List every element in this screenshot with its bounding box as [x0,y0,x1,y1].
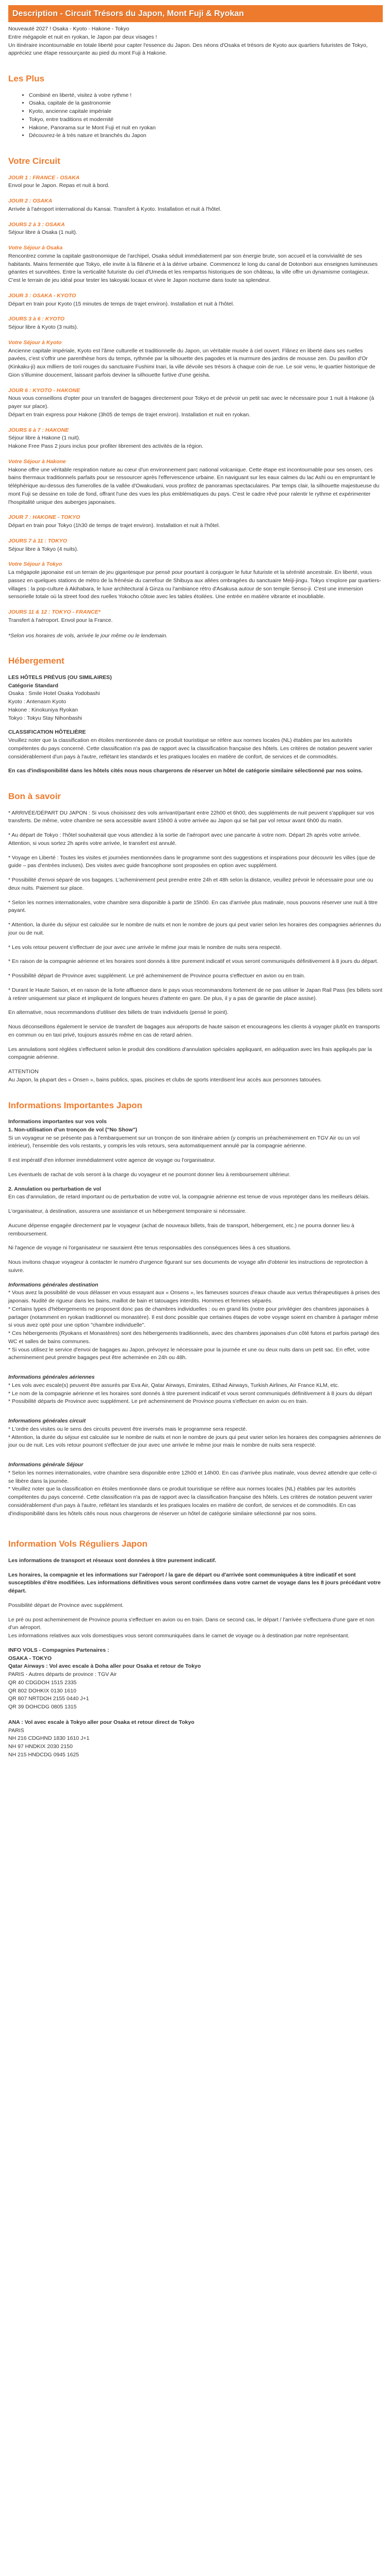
bon-paragraph: * Au départ de Tokyo : l'hôtel souhaiterait que vous attendiez à la sortie de l'aéroport avec une pancarte à votre nom. Départ 2h après votre arrivée. Attention, si vous sortez 2h après votre arrivée, le transfert est annulé. [8,832,361,846]
list-item: • Hakone, Panorama sur le Mont Fuji et nuit en ryokan [29,124,383,132]
page [0,5,391,1776]
day-text [8,625,383,632]
day-text: Transfert à l'aéroport. Envol pour la France. [8,617,113,623]
spacer [8,1450,383,1455]
day-block [8,197,383,214]
day-title: Votre Séjour à Hakone [8,458,66,465]
info-paragraph: 2. Annulation ou perturbation de vol [8,1185,101,1192]
bon-paragraph: Au Japon, la plupart des « Onsen », bains publics, spas, piscines et clubs de sports interdisent leur accès aux personnes tatouées. [8,1076,322,1083]
circuit-heading: Votre Circuit [8,156,60,166]
day-text: Arrivée à l'aéroport international du Kansai. Transfert à Kyoto. Installation et nuit à l'hôtel. [8,206,222,212]
vols-bold: Les horaires, la compagnie et les informations sur l'aéroport / la gare de départ ou d'arrivée sont communiquées à titre indicatif et sont susceptibles d'être modifiées. Les informations définitives vous seront confirmées dans votre carnet de voyage dans les 8 jours précédant votre départ. [8,1571,381,1594]
classification-title: CLASSIFICATION HÔTELIÈRE [8,729,86,736]
day-text: Départ en train pour Tokyo (1h30 de temps de trajet environ). Installation et nuit à l'hôtel. [8,522,220,529]
spacer [8,1406,383,1411]
info-sub-line: * Vous avez la possibilité de vous délasser en vous essayant aux « Onsens », les fameuses sources d'eaux chaude aux vertus thérapeutiques à prises des japonais. Nudité de rigueur dans les bains, maillot de bain et tatouages interdits. Hommes et femmes séparés. [8,1290,380,1304]
info-paragraph: L'organisateur, à destination, assurera une assistance et un hébergement temporaire si nécessaire. [8,1208,247,1214]
day-block [8,339,383,380]
day-text: Séjour libre à Osaka (1 nuit). [8,229,77,236]
info-paragraph: Ni l'agence de voyage ni l'organisateur ne sauraient être tenus responsables des conséquences liées à ces situations. [8,1245,291,1251]
intro-line: Un itinéraire incontournable en totale liberté pour capter l'essence du Japon. Des néons d'Osaka et trésors de Kyoto aux quartiers futuristes de Tokyo, appréciez une étape ressourçante au pied du mont Fuji à Hakone. [8,42,368,57]
hotel-line: Tokyo : Tokyu Stay Nihonbashi [8,715,82,721]
spacer [8,1362,383,1367]
list-item: • Kyoto, ancienne capitale impériale [29,108,383,116]
vols-paragraph: Le pré ou post acheminement de Province pourra s'effectuer en avion ou en train. Dans ce second cas, le départ / l'arrivée s'effectuera d'une gare et non d'un aéroport. [8,1616,374,1631]
day-text: Rencontrez comme la capitale gastronomique de l'archipel, Osaka séduit immédiatement par son énergie brute, son accueil et la convivialité de ses habitants. Mains fermentée que Tokyo, elle invite à la flânerie et à la dérive urbaine. Commencez le long du canal de Dotonbori aux enseignes lumineuses géantes et survoltées. Entre la verticalité futuriste du ciel d'Umeda et les rempartss historiques de son château, la ville offre un dynamisme contagieux. C'est le terrain de jeu idéal pour tester les takoyaki locaux et vivre le Japon nocturne dans toute sa splendeur. [8,252,378,283]
day-text: *Selon vos horaires de vols, arrivée le jour même ou le lendemain. [8,632,168,639]
day-title: JOURS 11 & 12 : TOKYO - FRANCE* [8,609,101,615]
day-title: JOURS 3 à 6 : KYOTO [8,316,64,323]
info-paragraph: Informations importantes sur vos vols [8,1118,107,1125]
bon-paragraph: * Possibilité départ de Province avec supplément. Le pré acheminement de Province pourra s'effectuer en avion ou en train. [8,973,305,979]
day-text: Départ en train pour Kyoto (15 minutes de temps de trajet environ). Installation et nuit à l'hôtel. [8,300,234,307]
flight-line: QR 40 CDGDOH 1515 2335 [8,1679,77,1686]
list-item: • Combiné en liberté, visitez à votre rythme ! [29,92,383,100]
hebergement-heading: Hébergement [8,656,64,666]
hotel-line: Hakone : Kinokuniya Ryokan [8,706,78,713]
day-block [8,387,383,419]
day-title: JOUR 7 : HAKONE - TOKYO [8,514,80,521]
flight-line: INFO VOLS - Compagnies Partenaires : [8,1647,109,1653]
day-block [8,244,383,285]
info-paragraph: Les éventuels de rachat de vols seront à la charge du voyageur et ne pourront donner lieu à remboursement ultérieur. [8,1171,290,1178]
day-text: Hakone Free Pass 2 jours inclus pour profiter librement des activités de la région. [8,443,204,449]
vols-paras [8,1602,383,1647]
info-sub-line: * Les vols avec escale(s) peuvent être assurés par Eva Air, Qatar Airways, Emirates, Etihad Airways, Turkish Airlines, Air France KLM, etc. [8,1382,339,1388]
intro-line: Entre mégapole et nuit en ryokan, le Japon par deux visages ! [8,33,157,40]
spacer [8,1640,383,1647]
bon-paragraph: Les annulations sont réglées s'effectuent selon le produit des conditions d'annulation spéciales appliquant, en adéquation avec les frais appliqués par la compagnie aérienne. [8,1046,372,1061]
bon-paragraph: * ARRIVÉE/DÉPART DU JAPON : Si vous choisissez des vols arrivant/partant entre 22h00 et 6h00, des suppléments de nuit peuvent s'appliquer sur vos transferts. De même, votre chambre ne sera accessible avant 15h00 à votre arrivée au Japon qui se fait par vol retour avant 6h00 du matin. [8,809,374,824]
list-item: • Découvrez-le à très nature et branchés du Japon [29,132,383,140]
info-subheading: Informations générale Séjour [8,1462,84,1468]
day-block [8,514,383,530]
day-title: JOUR 3 : OSAKA - KYOTO [8,292,76,299]
day-text: Ancienne capitale impériale, Kyoto est l'âme culturelle et traditionnelle du Japon, un véritable musée à ciel ouvert. Flânez en liberté dans ses ruelles pavées, c'est s'offrir une parenthèse hors du temps, rythmée par la silhouette des pagodes et la murmure des jardins de mousse zen. Du pavillon d'Or (Kinkaku-ji) aux milliers de torii rouges du sanctuaire Fushimi Inari, la ville dévoile ses trésors à chaque coin de rue. Le soir venu, le quartier historique de Gion s'illumine doucement, laissant parfois deviner la silhouette furtive d'une geisha. [8,347,376,378]
info-sub-line: * L'ordre des visites ou le sens des circuits peuvent être inversés mais le programme sera respecté. [8,1426,248,1432]
day-block [8,221,383,238]
intro [8,25,383,58]
plus-heading: Les Plus [8,74,44,83]
flight-line: NH 97 HNDKIX 2030 2150 [8,1743,73,1750]
info-paragraph: Aucune dépense engagée directement par le voyageur (achat de nouveaux billets, frais de transport, hébergement, etc.) ne pourra donner lieu à remboursement. [8,1222,354,1237]
info-heading: Informations Importantes Japon [8,1100,142,1110]
vols-paragraph: Possibilité départ de Province avec supplément. [8,1602,124,1608]
bon-paragraph: * En raison de la compagnie aérienne et les horaires sont donnés à titre purement indicatif et vous seront communiqués définitivement à 8 jours du départ. [8,958,379,965]
day-block [8,174,383,191]
day-text: Séjour libre à Hakone (1 nuit). [8,435,80,442]
day-block [8,427,383,451]
flight-line: NH 215 HNDCDG 0945 1625 [8,1751,79,1758]
vols-heading: Information Vols Réguliers Japon [8,1539,148,1549]
day-text: Hakone offre une véritable respiration nature au cœur d'un environnement parc national volcanique. Cette étape est incontournable pour ses onsen, ces bains thermaux traditionnels parfaits pour se ressourcer après l'effervescence urbaine. En naviguant sur les eaux calmes du lac Ashi ou en empruntant le téléphérique au-dessus des fumerolles de la vallée d'Owakudani, vous profitez de panoramas spectaculaires. Par temps clair, la silhouette majestueuse du mont Fuji se dessine en toile de fond, offrant l'une des vues les plus emblématiques du pays. C'est le cadre rêvé pour ralentir le rythme et expérimenter l'hospitalité unique des auberges japonaises. [8,466,380,505]
intro-line: Nouveauté 2027 ! Osaka - Kyoto - Hakone - Tokyo [8,26,129,32]
hotel-line: LES HÔTELS PRÉVUS (OU SIMILAIRES) [8,674,112,681]
info-paragraph: En cas d'annulation, de retard important ou de perturbation de votre vol, la compagnie aérienne est tenue de vous reprotéger dans les meilleurs délais. [8,1194,370,1200]
info-content [8,1118,383,1523]
list-item: • Tokyo, entre traditions et modernité [29,116,383,124]
day-block [8,537,383,554]
day-title: JOUR 1 : FRANCE - OSAKA [8,174,80,181]
day-text: Séjour libre à Kyoto (3 nuits). [8,324,78,330]
bon-paragraph: * Possibilité d'envoi séparé de vos bagages. L'acheminement peut prendre entre 24h et 48h selon la distance, veuillez prévoir le nécessaire pour une ou deux nuits. Paiement sur place. [8,877,373,891]
info-subheading: Informations générales aériennes [8,1374,95,1380]
info-paragraph: Si un voyageur ne se présente pas à l'embarquement sur un tronçon de son itinéraire aérien (y compris un préacheminement en TGV Air ou un vol intérieur), l'ensemble des vols restants, y compris les vols retours, sera automatiquement annulé par la compagnie aérienne. [8,1134,360,1149]
classification-text: Veuillez noter que la classification en étoiles mentionnée dans ce produit touristique se réfère aux normes locales (NL) établies par les autorités compétentes du pays concerné. Cette classification n'a pas de rapport avec la classification française des hôtels. Les critères de notation peuvent varier considérablement d'un pays à l'autre, reflétant les standards et les pratiques locales en matière de confort, de services et de commodités. [8,737,372,760]
day-title: JOURS 6 à 7 : HAKONE [8,427,69,433]
day-title: JOURS 7 à 11 : TOKYO [8,537,67,544]
hotel-line: Kyoto : Antenasm Kyoto [8,699,67,705]
flight-line: QR 802 DOHKIX 0130 1610 [8,1687,76,1694]
info-sub-line: * Le nom de la compagnie aérienne et les horaires sont donnés à titre purement indicatif et vous seront communiqués définitivement à 8 jours du départ [8,1390,372,1397]
bon-paragraph: Nous déconseillons également le service de transfert de bagages aux aéroports de haute saison et encourageons les clients à voyager plutôt en transports en commun ou en taxi privé, toujours assurés même en cas de retard aérien. [8,1024,380,1038]
flight-list [8,1647,383,1759]
day-block [8,315,383,332]
bon-content [8,809,383,1084]
info-paragraph: Nous invitons chaque voyageur à contacter le numéro d'urgence figurant sur ses documents de voyage afin d'obtenir les instructions de reprotection à suivre. [8,1259,368,1274]
classification-note: En cas d'indisponibilité dans les hôtels cités nous nous chargerons de réserver un hôtel de catégorie similaire sélectionné par nos soins. [8,768,363,774]
info-sub-line: * Ces hébergements (Ryokans et Monastères) sont des hébergements traditionnels, avec des chambres japonaises d'un côté futons et parfois partagé des WC et salles de bains communes. [8,1330,380,1345]
list-item: • Osaka, capitale de la gastronomie [29,99,383,108]
day-block [8,608,383,640]
day-title: JOUR 6 : KYOTO - HAKONE [8,387,80,394]
day-title: JOURS 2 à 3 : OSAKA [8,221,65,228]
hotel-line: Catégorie Standard [8,682,58,689]
info-sub-line: * Attention, la durée du séjour est calculée sur le nombre de nuits et non le nombre de jours qui peut varier selon les horaires des compagnies aériennes de jour ou de nuit. Les vols retour pourront s'effectuer de jour avec une arrivée le même jour mais le nombre de nuits sera respecté. [8,1434,381,1449]
page-title: Description - Circuit Trésors du Japon, Mont Fuji & Ryokan [8,5,383,22]
bon-heading: Bon à savoir [8,791,61,801]
hotel-line: Osaka : Smile Hotel Osaka Yodobashi [8,690,100,697]
bon-paragraph: * Durant le Haute Saison, et en raison de la forte affluence dans le pays vous recommandons fortement de ne pas utiliser le Japan Rail Pass (les billets sont à retirer uniquement sur place et impliquent de longues heures d'attente en gare. De plus, il y a pas de garantie de place assise). [8,987,383,1002]
day-title: Votre Séjour à Osaka [8,245,63,251]
bon-paragraph: * Selon les normes internationales, votre chambre sera disponible à partir de 15h00. En cas d'arrivée plus matinale, nous pouvons réserver une nuit à titre payant. [8,899,378,914]
day-title: Votre Séjour à Tokyo [8,561,62,568]
day-title: Votre Séjour à Kyoto [8,339,62,346]
info-sub-line: * Possibilité départs de Province avec supplément. Le pré acheminement de Province pourra s'effectuer en avion ou en train. [8,1398,308,1405]
bon-paragraph: * Les vols retour peuvent s'effectuer de jour avec une arrivée le même jour mais le nombre de nuits sera respecté. [8,944,282,951]
day-text: Envol pour le Japon. Repas et nuit à bord. [8,182,110,189]
flight-line: NH 216 CDGHND 1830 1610 J+1 [8,1735,90,1742]
flight-line: PARIS - Autres départs de province : TGV Air [8,1671,117,1677]
flight-line: Qatar Airways : Vol avec escale à Doha aller pour Osaka et retour de Tokyo [8,1663,201,1670]
hotel-list [8,674,383,723]
info-sub-line: * Certains types d'hébergements ne proposent donc pas de chambres individuelles : ou en grand lits (notre pour privilégier des chambres japonaises à partager (notamment en ryokan traditionnel ou monastère). Il est donc possible que certaines étapes de votre voyage soient en chambre à partager même si vous avez opté pour une option "chambre individuelle". [8,1306,379,1329]
bon-paragraph: En alternative, nous recommandons d'utiliser des billets de train individuels (pensé le point). [8,1009,229,1016]
day-text: Départ en train express pour Hakone (3h05 de temps de trajet environ). Installation et nuit en ryokan. [8,411,251,418]
bon-paragraph: * Attention, la durée du séjour est calculée sur le nombre de nuits et non le nombre de jours qui peut varier selon les horaires des compagnies aériennes du jour ou de nuit. [8,922,381,936]
day-text: Nous vous conseillons d'opter pour un transfert de bagages directement pour Tokyo et de prévoir un petit sac avec le nécessaire pour 1 nuit à Hakone (à payer sur place). [8,395,374,410]
info-subheading: Informations générales circuit [8,1418,86,1424]
spacer [8,1518,383,1523]
bon-paragraph: ATTENTION [8,1069,39,1075]
day-block [8,561,383,601]
info-subheading: Informations générales destination [8,1281,99,1288]
flight-line [8,1711,383,1719]
info-paragraph: Il est impératif d'en informer immédiatement votre agence de voyage ou l'organisateur. [8,1157,216,1163]
day-text: La mégapole japonaise est un terrain de jeu gigantesque pur pensé pour pourtant à conjuguer le futur futuriste et la sérénité ancestrale. En liberté, vous passez en quelques stations de métro de la frénésie du carrefour de Shibuya aux allées ombragées du sanctuaire Meiji-jingu. Tokyo s'explore par quartiers-villages : la pop-culture à Akihabara, le luxe architectural à Ginza ou l'ambiance rétro d'Asakusa autour de son temple Senso-ji. C'est une immersion sensorielle totale où la street food des ruelles Yokocho côtoie avec les tables étoilées. Une entrée en matière vibrante et inoubliable. [8,569,381,600]
vols-intro: Les informations de transport et réseaux sont données à titre purement indicatif. [8,1557,217,1564]
vols-paragraph: Les informations relatives aux vols domestiques vous seront communiquées dans le carnet de voyage ou à destination par notre représentant. [8,1633,350,1639]
flight-line: PARIS [8,1727,24,1734]
day-title: JOUR 2 : OSAKA [8,198,53,204]
flight-line: QR 39 DOHCDG 0805 1315 [8,1704,77,1710]
info-sub-line: * Selon les normes internationales, votre chambre sera disponible entre 12h00 et 14h00. En cas d'arrivée plus matinale, vous devrez attendre que celle-ci se libère dans la journée. [8,1469,377,1484]
day-text: Séjour libre à Tokyo (4 nuits). [8,546,78,552]
flight-line: ANA : Vol avec escale à Tokyo aller pour Osaka et retour direct de Tokyo [8,1719,194,1725]
flight-line: QR 807 NRTDOH 2155 0440 J+1 [8,1696,89,1702]
flight-line: OSAKA - TOKYO [8,1655,52,1662]
info-paragraph: 1. Non-utilisation d'un tronçon de vol ("No Show") [8,1126,137,1133]
day-block [8,292,383,309]
day-block [8,458,383,507]
bon-paragraph: * Voyage en Liberté : Toutes les visites et journées mentionnées dans le programme sont des suggestions et inspirations pour découvrir les villes (que de guide – pas d'entrées incluses). Des visites avec guide francophone sont proposées en option avec supplément. [8,854,376,869]
info-sub-line: * Veuillez noter que la classification en étoiles mentionnée dans ce produit touristique se réfère aux normes locales (NL) établies par les autorités compétentes du pays concerné. Cette classification n'a pas de rapport avec la classification française des hôtels. Les critères de notation peuvent varier considérablement d'un pays à l'autre, reflétant les standards et les pratiques locales en matière de confort, de services et de commodités. En cas d'indisponibilité dans les hôtels cités nous nous chargerons de réserver un hôtel de catégorie similaire sélectionné par nos soins. [8,1486,372,1517]
plus-list [8,92,383,141]
info-sub-line: * Si vous utilisez le service d'envoi de bagages au Japon, prévoyez le nécessaire pour la journée et une ou deux nuits dans un petit sac. En effet, votre acheminement peut prendre bagages peut être acheminée en 24h ou 48h. [8,1346,370,1361]
circuit-days [8,174,383,640]
